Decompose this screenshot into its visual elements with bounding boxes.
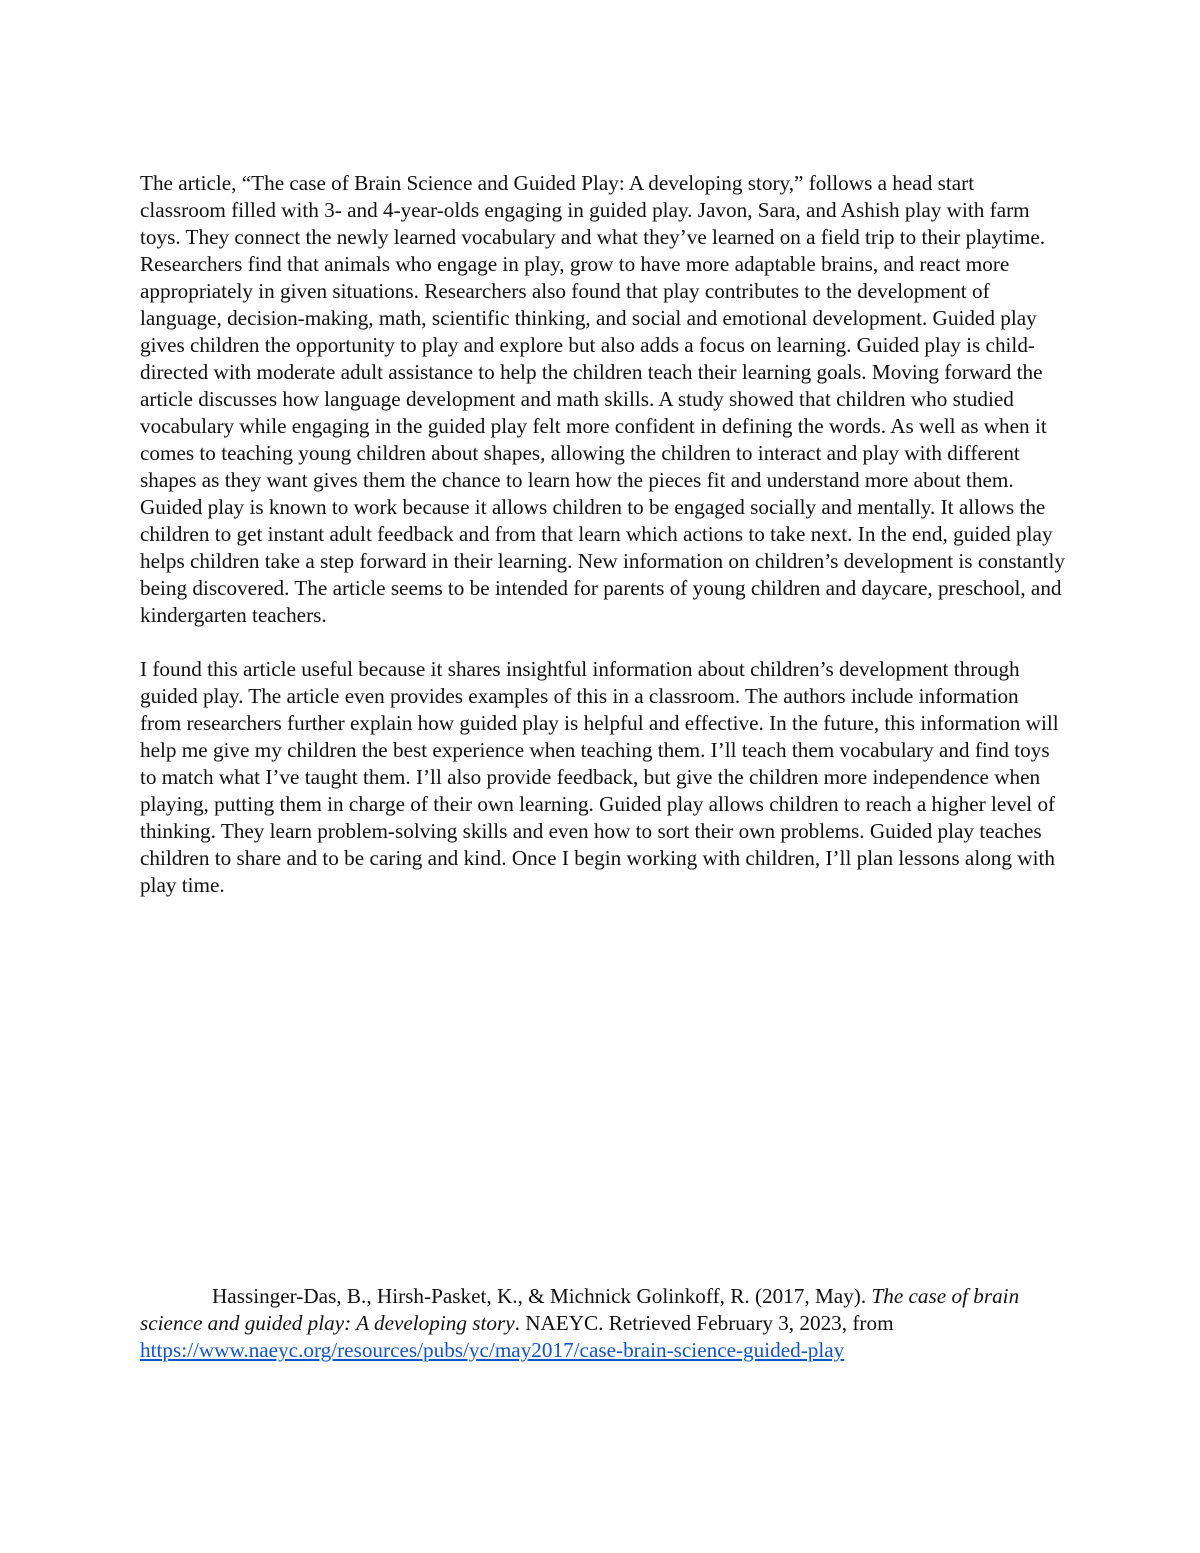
document-body [140, 170, 1065, 926]
reference-title: The case of brain science and guided play: A developing story [140, 1284, 1020, 1335]
reference-authors: Hassinger-Das, B., Hirsh-Pasket, K., & Michnick Golinkoff, R. (2017, May). [212, 1284, 872, 1308]
paragraph-summary: The article, “The case of Brain Science and Guided Play: A developing story,” follows a head start classroom filled with 3- and 4-year-olds engaging in guided play. Javon, Sara, and Ashish play with farm toys. They connect the newly learned vocabulary and what they’ve learned on a field trip to their playtime. Researchers find that animals who engage in play, grow to have more adaptable brains, and react more appropriately in given situations. Researchers also found that play contributes to the development of language, decision-making, math, scientific thinking, and social and emotional development. Guided play gives children the opportunity to play and explore but also adds a focus on learning. Guided play is child-directed with moderate adult assistance to help the children teach their learning goals. Moving forward the article discusses how language development and math skills. A study showed that children who studied vocabulary while engaging in the guided play felt more confident in defining the words. As well as when it comes to teaching young children about shapes, allowing the children to interact and play with different shapes as they want gives them the chance to learn how the pieces fit and understand more about them. Guided play is known to work because it allows children to be engaged socially and mentally. It allows the children to get instant adult feedback and from that learn which actions to take next. In the end, guided play helps children take a step forward in their learning. New information on children’s development is constantly being discovered. The article seems to be intended for parents of young children and daycare, preschool, and kindergarten teachers. [140, 171, 1065, 627]
reference-link[interactable]: https://www.naeyc.org/resources/pubs/yc/may2017/case-brain-science-guided-play [140, 1338, 845, 1362]
reference-citation [140, 1283, 1065, 1364]
paragraph-reflection: I found this article useful because it shares insightful information about children’s development through guided play. The article even provides examples of this in a classroom. The authors include information from researchers further explain how guided play is helpful and effective. In the future, this information will help me give my children the best experience when teaching them. I’ll teach them vocabulary and find toys to match what I’ve taught them. I’ll also provide feedback, but give the children more independence when playing, putting them in charge of their own learning. Guided play allows children to reach a higher level of thinking. They learn problem-solving skills and even how to sort their own problems. Guided play teaches children to share and to be caring and kind. Once I begin working with children, I’ll plan lessons along with play time. [140, 657, 1059, 897]
reference-publisher: . NAEYC. Retrieved February 3, 2023, from [514, 1311, 894, 1335]
